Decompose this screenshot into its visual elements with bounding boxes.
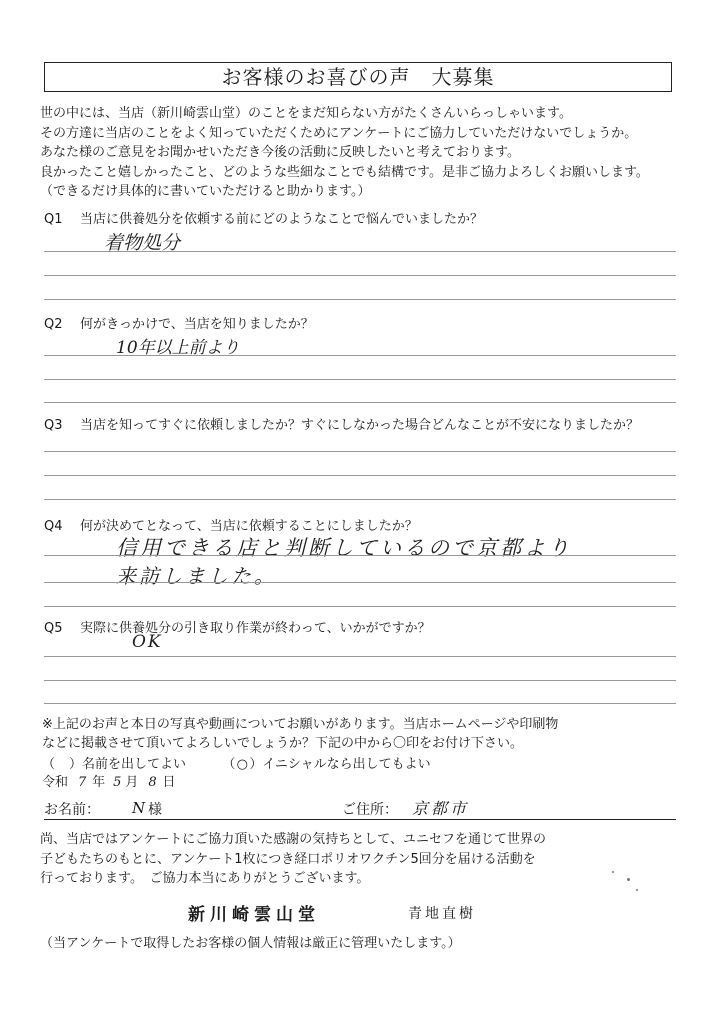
- question-number: Q2: [44, 317, 63, 332]
- answer-line: [44, 379, 676, 380]
- question-number: Q3: [44, 418, 63, 433]
- name-address-row: [44, 797, 676, 820]
- answer-line: [44, 299, 676, 300]
- name-suffix: 様: [148, 802, 162, 818]
- answer-line: [44, 355, 676, 356]
- question-text: 実際に供養処分の引き取り作業が終わって、いかがですか？: [80, 621, 431, 636]
- page-title: お客様のお喜びの声 大募集: [44, 62, 672, 92]
- question-3: [44, 414, 639, 433]
- question-5: [44, 617, 431, 636]
- question-number: Q4: [44, 519, 63, 534]
- answer-line: [44, 451, 676, 452]
- answer-line: [44, 402, 676, 403]
- name-label: お名前：: [44, 802, 100, 818]
- notice-line: などに掲載させて頂いてよろしいでしょうか？下記の中から〇印をお付け下さい。: [42, 736, 524, 751]
- date-line: [42, 771, 175, 790]
- date-year: 7: [78, 775, 87, 790]
- shop-name: 新川崎雲山堂: [188, 905, 320, 925]
- answer-handwriting: 信用できる店と判断しているので京都より: [116, 536, 572, 560]
- question-2: [44, 313, 314, 332]
- name-value: N: [132, 799, 146, 817]
- scan-speck: [636, 889, 638, 891]
- answer-handwriting: 来訪しました。: [116, 564, 277, 588]
- answer-line: [44, 475, 676, 476]
- date-year-unit: 年: [92, 775, 106, 790]
- date-day-unit: 日: [162, 775, 176, 790]
- answer-line: [44, 582, 676, 583]
- answer-handwriting: 着物処分: [104, 232, 181, 254]
- answer-line: [44, 499, 676, 500]
- answer-handwriting: OK: [132, 632, 163, 652]
- date-day: 8: [148, 775, 157, 790]
- consent-mark-initial: ○: [236, 757, 249, 772]
- notice-line: ※上記のお声と本日の写真や動画についてお願いがあります。当店ホームページや印刷物: [42, 717, 559, 732]
- intro-line: （できるだけ具体的に書いていただけると助かります。）: [40, 184, 371, 199]
- owner-name: 青地直樹: [408, 906, 476, 922]
- question-text: 当店に供養処分を依頼する前にどのようなことで悩んでいましたか？: [80, 212, 484, 227]
- consent-option-name: 名前を出してよい: [82, 757, 187, 772]
- question-number: Q1: [44, 212, 63, 227]
- address-label: ご住所：: [342, 802, 398, 818]
- question-number: Q5: [44, 621, 63, 636]
- consent-option-initial: イニシャルなら出してもよい: [262, 757, 431, 772]
- intro-line: 世の中には、当店（新川崎雲山堂）のことをまだ知らない方がたくさんいらっしゃいます。: [40, 106, 572, 121]
- answer-line: [44, 703, 676, 704]
- intro-line: その方達に当店のことをよく知っていただくためにアンケートにご協力していただけないでしょうか。: [40, 125, 638, 141]
- address-value: 京都市: [412, 799, 470, 818]
- scan-speck: [627, 878, 630, 881]
- date-era: 令和: [42, 775, 69, 790]
- question-1: [44, 208, 483, 227]
- answer-line: [44, 656, 676, 657]
- intro-line: 良かったこと嬉しかったこと、どのような些細なことでも結構です。是非ご協力よろしくお願いします。: [40, 164, 649, 180]
- consent-options: （ ）名前を出してよい （○）イニシャルなら出してもよい: [42, 757, 431, 772]
- date-month: 5: [113, 775, 122, 790]
- answer-line: [44, 606, 676, 607]
- question-text: 何がきっかけで、当店を知りましたか？: [80, 317, 314, 332]
- closing-line: 尚、当店ではアンケートにご協力頂いた感謝の気持ちとして、ユニセフを通じて世界の: [40, 832, 546, 847]
- answer-line: [44, 680, 676, 681]
- date-month-unit: 月: [125, 775, 139, 790]
- photo-permission-notice: [42, 715, 702, 753]
- privacy-note: （当アンケートで取得したお客様の個人情報は厳正に管理いたします。）: [40, 936, 461, 951]
- answer-line: [44, 555, 676, 556]
- closing-paragraph: [40, 830, 700, 889]
- question-text: 何が決めてとなって、当店に依頼することにしましたか？: [80, 519, 418, 534]
- answer-line: [44, 251, 676, 252]
- answer-handwriting: 10年以上前より: [116, 338, 240, 358]
- intro-line: あなた様のご意見をお聞かせいただき今後の活動に反映したいと考えております。: [40, 145, 520, 160]
- scan-speck: [612, 871, 614, 873]
- intro-paragraph: [40, 104, 700, 202]
- closing-line: 子どもたちのもとに、アンケート1枚につき経口ポリオワクチン5回分を届ける活動を: [40, 851, 536, 867]
- closing-line: 行っております。 ご協力本当にありがとうございます。: [40, 871, 370, 886]
- answer-line: [44, 275, 676, 276]
- question-text: 当店を知ってすぐに依頼しましたか？すぐにしなかった場合どんなことが不安になりましたか？: [80, 418, 640, 433]
